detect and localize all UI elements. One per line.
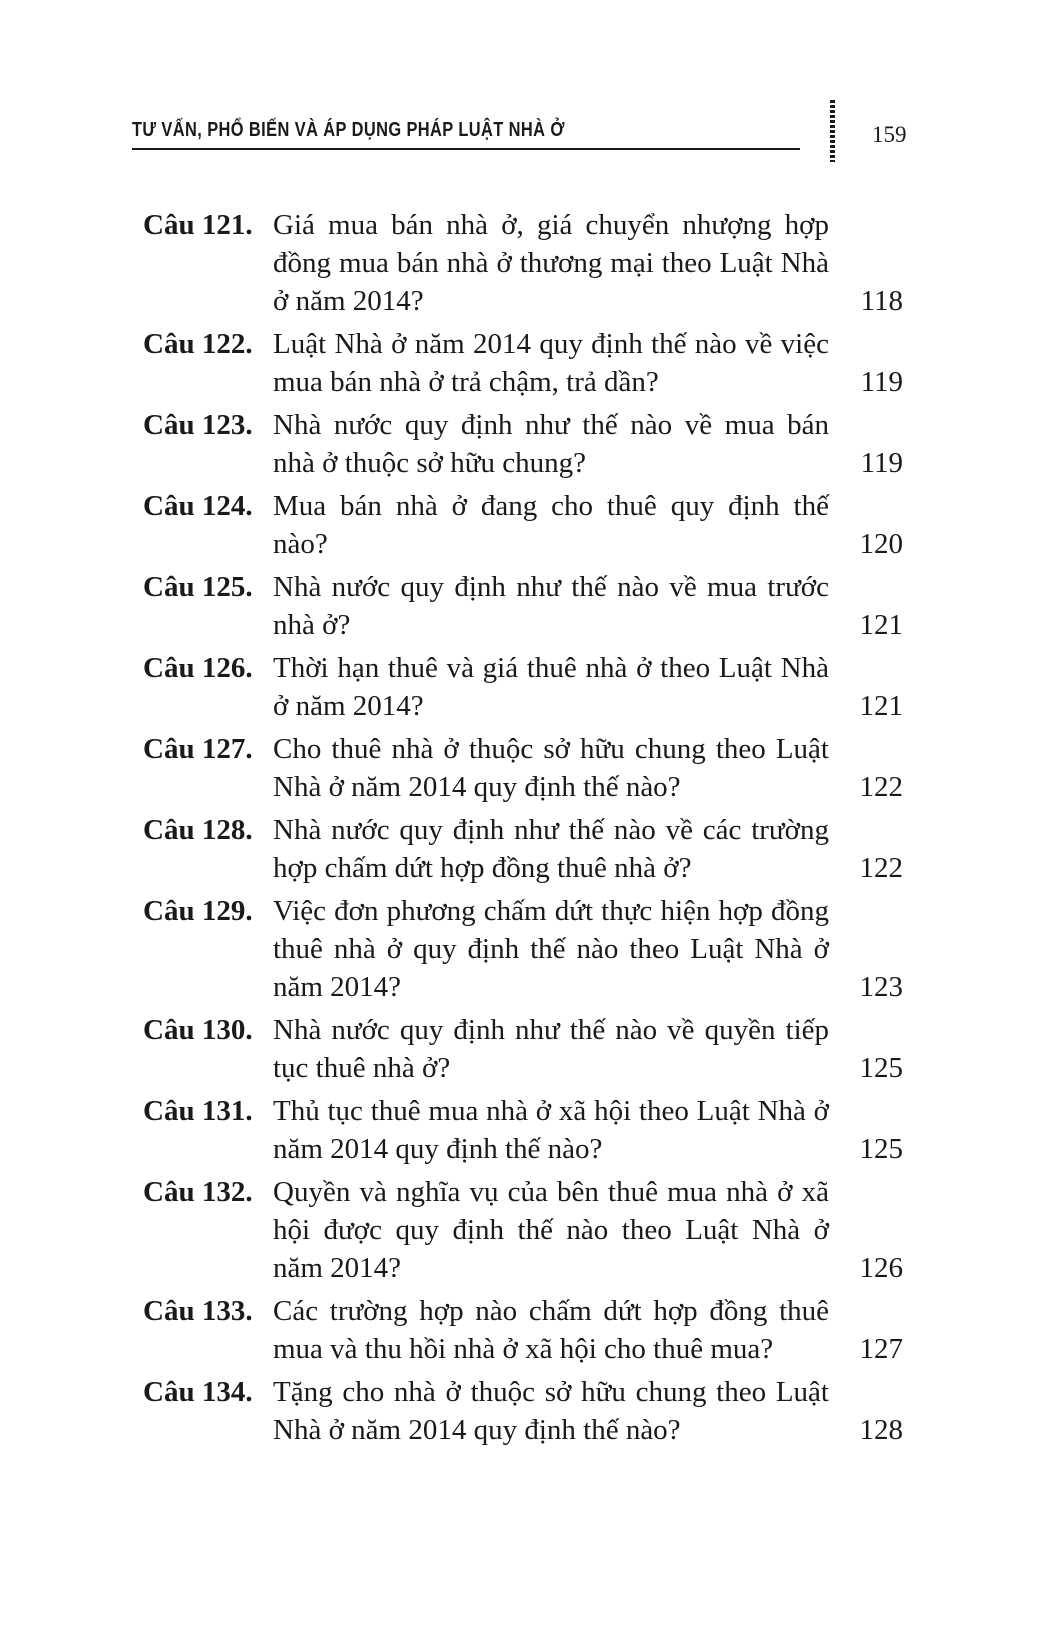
toc-entry-label: Câu 121. bbox=[143, 209, 253, 241]
toc-entry-page: 121 bbox=[859, 690, 903, 722]
toc-entry bbox=[143, 730, 903, 806]
toc-entry-label: Câu 129. bbox=[143, 895, 253, 927]
toc-entry bbox=[143, 1173, 903, 1287]
toc-entry-label: Câu 122. bbox=[143, 328, 253, 360]
toc-entry-page: 122 bbox=[859, 771, 903, 803]
toc-entry-page: 120 bbox=[859, 528, 903, 560]
toc-entry bbox=[143, 487, 903, 563]
toc-entry-label: Câu 132. bbox=[143, 1176, 253, 1208]
toc-entry-title: Luật Nhà ở năm 2014 quy định thế nào về việc mua bán nhà ở trả chậm, trả dần? bbox=[273, 328, 829, 398]
toc-entry-title: Nhà nước quy định như thế nào về mua trước nhà ở? bbox=[273, 571, 829, 641]
toc-entry-page: 121 bbox=[859, 609, 903, 641]
toc-entry bbox=[143, 206, 903, 320]
toc-entry-title: Việc đơn phương chấm dứt thực hiện hợp đồng thuê nhà ở quy định thế nào theo Luật Nhà ở năm 2014? bbox=[273, 895, 829, 1003]
toc-entry bbox=[143, 649, 903, 725]
toc-entry bbox=[143, 892, 903, 1006]
toc-entry-page: 123 bbox=[859, 971, 903, 1003]
toc-entry-title: Nhà nước quy định như thế nào về mua bán nhà ở thuộc sở hữu chung? bbox=[273, 409, 829, 479]
running-header bbox=[132, 112, 800, 150]
toc-entry-label: Câu 123. bbox=[143, 409, 253, 441]
header-decorative-rule bbox=[830, 100, 835, 162]
toc-entry-page: 125 bbox=[859, 1133, 903, 1165]
toc-entry bbox=[143, 325, 903, 401]
toc-entry-page: 122 bbox=[859, 852, 903, 884]
toc-entry-label: Câu 133. bbox=[143, 1295, 253, 1327]
toc-entry-label: Câu 128. bbox=[143, 814, 253, 846]
toc-entry-title: Cho thuê nhà ở thuộc sở hữu chung theo Luật Nhà ở năm 2014 quy định thế nào? bbox=[273, 733, 829, 803]
toc-entry-title: Nhà nước quy định như thế nào về quyền tiếp tục thuê nhà ở? bbox=[273, 1014, 829, 1084]
toc-entry-title: Thời hạn thuê và giá thuê nhà ở theo Luật Nhà ở năm 2014? bbox=[273, 652, 829, 722]
toc-entry-page: 125 bbox=[859, 1052, 903, 1084]
toc-entry-label: Câu 126. bbox=[143, 652, 253, 684]
running-header-title: TƯ VẤN, PHỔ BIẾN VÀ ÁP DỤNG PHÁP LUẬT NHÀ Ở bbox=[132, 119, 565, 141]
toc-entry-label: Câu 134. bbox=[143, 1376, 253, 1408]
toc-entry-page: 119 bbox=[860, 366, 903, 398]
toc-entry bbox=[143, 406, 903, 482]
toc-entry-label: Câu 125. bbox=[143, 571, 253, 603]
toc-entry-page: 119 bbox=[860, 447, 903, 479]
toc-entry-title: Mua bán nhà ở đang cho thuê quy định thế nào? bbox=[273, 490, 829, 560]
toc-entry-page: 118 bbox=[860, 285, 903, 317]
toc-entry bbox=[143, 1092, 903, 1168]
toc-entry-label: Câu 124. bbox=[143, 490, 253, 522]
page-number: 159 bbox=[872, 122, 907, 147]
toc-entry-label: Câu 130. bbox=[143, 1014, 253, 1046]
toc-entry-title: Tặng cho nhà ở thuộc sở hữu chung theo Luật Nhà ở năm 2014 quy định thế nào? bbox=[273, 1376, 829, 1446]
toc-entry bbox=[143, 1011, 903, 1087]
toc-entry-page: 128 bbox=[859, 1414, 903, 1446]
toc-entry-label: Câu 131. bbox=[143, 1095, 253, 1127]
toc-entry bbox=[143, 811, 903, 887]
toc-entry-title: Các trường hợp nào chấm dứt hợp đồng thuê mua và thu hồi nhà ở xã hội cho thuê mua? bbox=[273, 1295, 829, 1365]
toc-entry bbox=[143, 1373, 903, 1449]
toc-entry-page: 127 bbox=[859, 1333, 903, 1365]
toc-entry-page: 126 bbox=[859, 1252, 903, 1284]
toc-entry-title: Giá mua bán nhà ở, giá chuyển nhượng hợp đồng mua bán nhà ở thương mại theo Luật Nhà ở năm 2014? bbox=[273, 209, 829, 317]
toc-entry bbox=[143, 1292, 903, 1368]
toc-entry-title: Nhà nước quy định như thế nào về các trường hợp chấm dứt hợp đồng thuê nhà ở? bbox=[273, 814, 829, 884]
table-of-contents bbox=[143, 206, 903, 1454]
toc-entry-title: Quyền và nghĩa vụ của bên thuê mua nhà ở xã hội được quy định thế nào theo Luật Nhà ở năm 2014? bbox=[273, 1176, 829, 1284]
toc-entry-title: Thủ tục thuê mua nhà ở xã hội theo Luật Nhà ở năm 2014 quy định thế nào? bbox=[273, 1095, 829, 1165]
toc-entry-label: Câu 127. bbox=[143, 733, 253, 765]
toc-entry bbox=[143, 568, 903, 644]
